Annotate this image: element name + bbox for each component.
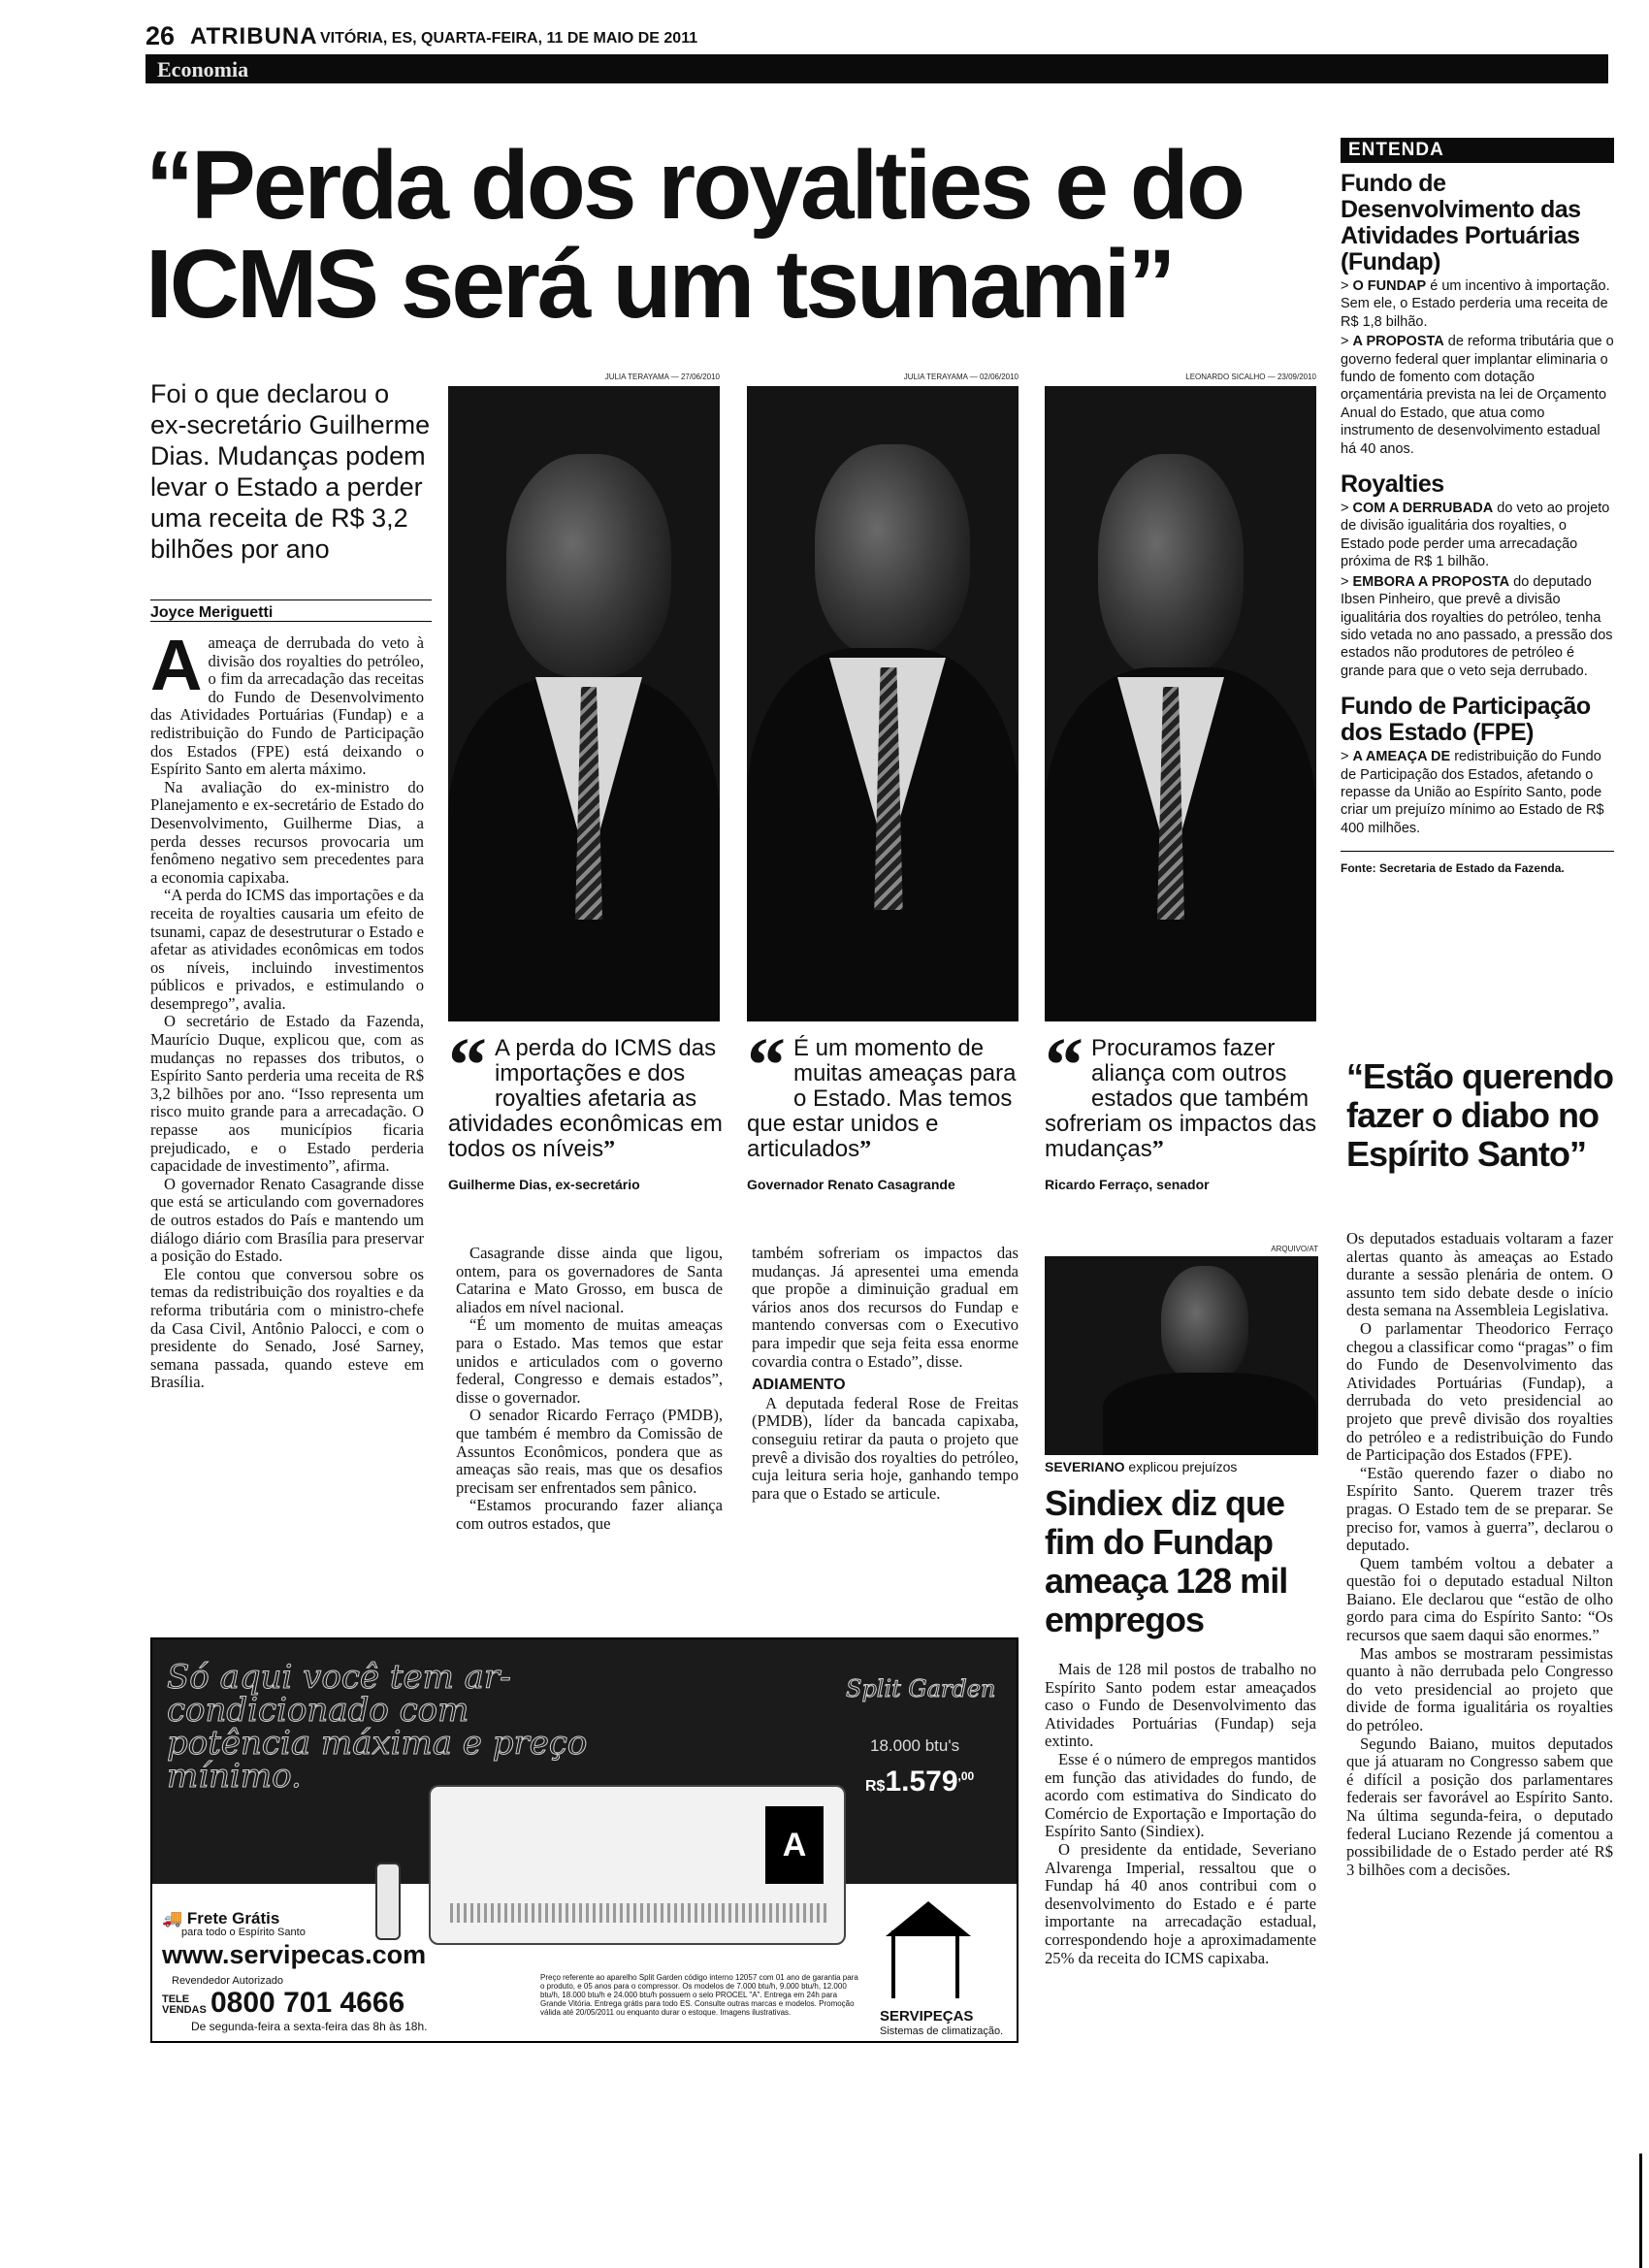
- bullet-icon: >: [1341, 573, 1353, 590]
- ad-price: $R\$1.579^{,00}$: [865, 1766, 975, 1798]
- paragraph: O senador Ricardo Ferraço (PMDB), que também é membro da Comissão de Assuntos Econômicos, pondera que as ameaças são reais, mas que os desafios precisam ser enfrentados sem pânico.: [456, 1406, 723, 1497]
- ad-brand: SERVIPEÇAS: [880, 2008, 974, 2025]
- open-quote-icon: “: [448, 1023, 487, 1109]
- ad-brand-sub: Sistemas de climatização.: [880, 2025, 1004, 2037]
- ad-url-link[interactable]: www.servipecas.com: [162, 1940, 427, 1969]
- paragraph: O presidente da entidade, Severiano Alvarenga Imperial, ressaltou que o Fundap há 40 anos contribui com o desenvolvimento do Estado e é parte importante na arrecadação estadual, correspondendo hoje a aproximadamente 25% da receita do ICMS capixaba.: [1045, 1839, 1316, 1967]
- photo-credit: LEONARDO SICALHO — 23/09/2010: [1185, 373, 1316, 381]
- sidebar-label: ENTENDA: [1341, 138, 1614, 163]
- portrait-photo-ricardo-ferraco: [1045, 386, 1316, 1021]
- section-label: Economia: [157, 57, 249, 81]
- truck-icon: 🚚: [162, 1909, 187, 1928]
- photo-credit: ARQUIVO/AT: [1271, 1245, 1318, 1253]
- secondary-article-body: [1346, 1230, 1613, 1879]
- phone-icon-label: TELE VENDAS: [162, 1993, 207, 2016]
- quote-attribution: Governador Renato Casagrande: [747, 1177, 955, 1192]
- article-deck: Foi o que declarou o ex-secretário Guilherme Dias. Mudanças podem levar o Estado a perder uma receita de R$ 3,2 bilhões por ano: [150, 379, 431, 564]
- paragraph: A deputada federal Rose de Freitas (PMDB), líder da bancada capixaba, conseguiu retirar da pauta o projeto que prevê a divisão dos royalties do petróleo, cuja leitura seria hoje, ganhando tempo para que o Estado se articule.: [752, 1393, 1018, 1503]
- article-column-1: [150, 625, 424, 1392]
- ad-product-name: Split Garden: [846, 1675, 996, 1702]
- ad-tagline: Só aqui você tem ar-condicionado com potência máxima e preço mínimo.: [167, 1658, 588, 1796]
- advertisement-servipecas[interactable]: [150, 1637, 1018, 2043]
- article-column-2: [456, 1245, 723, 1534]
- pull-quote: [448, 1023, 725, 1197]
- house-logo-icon: [891, 1930, 959, 1998]
- page-edge-rule: [1639, 2154, 1642, 2268]
- paragraph: Casagrande disse ainda que ligou, ontem, para os governadores de Santa Catarina e Mato Grosso, em busca de aliados em nível nacional.: [456, 1244, 723, 1316]
- paragraph: Ele contou que conversou sobre os temas da redistribuição dos royalties e da reforma tributária com o ministro-chefe da Casa Civil, Antônio Palocci, e com o presidente do Senado, José Sarney, semana passada, quando esteve em Brasília.: [150, 1264, 424, 1392]
- byline: Joyce Meriguetti: [150, 599, 432, 622]
- paragraph: “Estamos procurando fazer aliança com outros estados, que: [456, 1496, 723, 1533]
- sidebar-section: [1341, 471, 1614, 680]
- sidebar-title: Royalties: [1341, 470, 1444, 499]
- ad-fine-print: Preço referente ao aparelho Split Garden código interno 12057 com 01 ano de garantia para o produto, e 05 anos para o compressor. Os modelos de 7.000 btu/h, 9.000 btu/h, 12.000 btu/h, 18.000 btu/h e 24.000 btu/h possuem o selo PROCEL "A". Entrega em 24h para Grande Vitória. Entrega grátis para todo ES. Consulte outras marcas e modelos. Promoção válida até 20/05/2011 ou enquanto durar o estoque. Imagens ilustrativas.: [540, 1973, 858, 2017]
- remote-control-icon: [375, 1863, 401, 1940]
- main-headline: “Perda dos royalties e do ICMS será um tsunami”: [146, 131, 1243, 339]
- portrait-photo-renato-casagrande: [747, 386, 1018, 1021]
- page-number: 26: [146, 21, 176, 50]
- quote-text: Procuramos fazer aliança com outros estados que também sofreriam os impactos das mudanças: [1045, 1035, 1317, 1162]
- sidebar-item: > EMBORA A PROPOSTA do deputado Ibsen Pinheiro, que prevê a divisão igualitária dos royalties do petróleo, tenha sido vetada no ano passado, a pressão dos estados não produtores de petróleo é grande para que o veto seja derrubado.: [1341, 573, 1613, 679]
- ad-phone-number[interactable]: 0800 701 4666: [210, 1987, 405, 2019]
- paragraph: Segundo Baiano, muitos deputados que já atuaram no Congresso sabem que é difícil a posição dos parlamentares federais ser favorável ao Espírito Santo. Na última segunda-feira, o deputado federal Luciano Rezende já comentou a possibilidade de o Estado perder até R$ 3 bilhões com a decisões.: [1346, 1733, 1613, 1879]
- air-conditioner-image: [429, 1785, 846, 1945]
- section-bar: [146, 54, 1608, 83]
- close-quote-icon: ”: [859, 1137, 872, 1162]
- pull-quote: [747, 1023, 1023, 1197]
- sidebar-item: > A AMEAÇA DE redistribuição do Fundo de Participação dos Estados, afetando o repasse da União ao Espírito Santo, pode criar um prejuízo mínimo ao Estado de R$ 400 milhões.: [1341, 749, 1604, 836]
- bullet-icon: >: [1341, 278, 1353, 294]
- dateline: VITÓRIA, ES, QUARTA-FEIRA, 11 DE MAIO DE 2011: [320, 30, 698, 47]
- quote-text: A perda do ICMS das importações e dos royalties afetaria as atividades econômicas em todos os níveis: [448, 1035, 723, 1162]
- sidebar-source: Fonte: Secretaria de Estado da Fazenda.: [1341, 851, 1614, 875]
- sidebar-title: Fundo de Desenvolvimento das Atividades Portuárias (Fundap): [1341, 170, 1581, 275]
- bullet-icon: >: [1341, 749, 1353, 765]
- energy-label: A: [765, 1806, 824, 1884]
- article-column-3: [752, 1245, 1018, 1503]
- ad-btu: 18.000 btu's: [870, 1736, 960, 1755]
- open-quote-icon: “: [747, 1023, 786, 1109]
- sindiex-headline: Sindiex diz que fim do Fundap ameaça 128 mil empregos: [1045, 1483, 1288, 1639]
- paragraph: também sofreriam os impactos das mudanças. Já apresentei uma emenda que propõe a diminuição gradual em vários anos dos recursos do Fundap e mantendo conversas com o Executivo para impedir que seja feita essa enorme covardia contra o Estado”, disse.: [752, 1244, 1018, 1371]
- ad-shipping-sub: para todo o Espírito Santo: [181, 1927, 306, 1938]
- paragraph: Mais de 128 mil postos de trabalho no Espírito Santo podem estar ameaçados caso o Fundo de Desenvolvimento das Atividades Portuárias (Fundap) seja extinto.: [1045, 1660, 1316, 1751]
- pull-quote: [1045, 1023, 1321, 1197]
- open-quote-icon: “: [1045, 1023, 1083, 1109]
- paragraph: “É um momento de muitas ameaças para o Estado. Mas temos que estar unidos e articulados com o governo federal, Congresso e demais estados”, disse o governador.: [456, 1315, 723, 1407]
- quote-attribution: Ricardo Ferraço, senador: [1045, 1177, 1210, 1192]
- sidebar-section: [1341, 694, 1614, 837]
- sidebar-item: > COM A DERRUBADA do veto ao projeto de divisão igualitária dos royalties, o Estado pode perder uma arrecadação próxima de R$ 1 bilhão.: [1341, 501, 1610, 570]
- bullet-icon: >: [1341, 334, 1353, 350]
- paragraph: Mas ambos se mostraram pessimistas quanto à não derrubada pelo Congresso do veto presidencial ao projeto que divide de forma igualitária os royalties do petróleo.: [1346, 1643, 1613, 1735]
- paragraph: O governador Renato Casagrande disse que está se articulando com governadores de outros estados do País e mantendo um diálogo diário com Brasília para preservar a posição do Estado.: [150, 1174, 424, 1266]
- paragraph: Esse é o número de empregos mantidos em função das atividades do fundo, de acordo com estimativa do Sindicato do Comércio de Exportação e Importação do Espírito Santo (Sindiex).: [1045, 1749, 1316, 1841]
- sidebar-title: Fundo de Participação dos Estado (FPE): [1341, 693, 1591, 747]
- sidebar-section: [1341, 171, 1614, 458]
- photo-caption: SEVERIANO explicou prejuízos: [1045, 1459, 1238, 1474]
- photo-credit: JULIA TERAYAMA — 27/06/2010: [604, 373, 720, 381]
- ad-dealer: Revendedor Autorizado: [172, 1975, 283, 1987]
- paragraph: O secretário de Estado da Fazenda, Maurício Duque, explicou que, com as mudanças no repasses dos tributos, o Espírito Santo perderia uma receita de R$ 3,2 bilhões por ano. “Isso representa um risco muito grande para a arrecadação. O repasse aos municípios ficaria prejudicado, e o Estado perderia capacidade de investimento”, afirma.: [150, 1012, 424, 1176]
- photo-severiano: [1045, 1256, 1318, 1455]
- secondary-headline: “Estão querendo fazer o diabo no Espírito Santo”: [1346, 1056, 1614, 1174]
- newspaper-name: ATRIBUNA: [190, 23, 318, 49]
- paragraph: Na avaliação do ex-ministro do Planejamento e ex-secretário de Estado do Desenvolvimento, Guilherme Dias, a perda desses recursos provocaria um fenômeno negativo sem precedentes para a economia capixaba.: [150, 777, 424, 887]
- quote-text: É um momento de muitas ameaças para o Estado. Mas temos que estar unidos e articulados: [747, 1035, 1017, 1162]
- vent-grille: [450, 1903, 828, 1923]
- paragraph: O parlamentar Theodorico Ferraço chegou a classificar como “pragas” o fim do Fundo de Desenvolvimento das Atividades Portuárias (Fundap), a derrubada do veto presidencial ao projeto que prevê divisão dos royalties do petróleo e a redistribuição do Fundo de Participação dos Estados (FPE).: [1346, 1318, 1613, 1465]
- paragraph: “A perda do ICMS das importações e da receita de royalties causaria um efeito de tsunami, capaz de desestruturar o Estado e afetar as atividades econômicas em todos os níveis, incluindo investimentos públicos e privados, e estimulando o desemprego”, avalia.: [150, 886, 424, 1013]
- quote-attribution: Guilherme Dias, ex-secretário: [448, 1177, 640, 1192]
- close-quote-icon: ”: [603, 1137, 616, 1162]
- portrait-photo-guilherme-dias: [448, 386, 720, 1021]
- paragraph: A ameaça de derrubada do veto à divisão dos royalties do petróleo, o fim da arrecadação das receitas do Fundo de Desenvolvimento das Atividades Portuárias (Fundap) e a redistribuição do Fundo de Participação dos Estados (FPE) está deixando o Espírito Santo em alerta máximo.: [150, 625, 424, 779]
- photo-credit: JULIA TERAYAMA — 02/06/2010: [903, 373, 1018, 381]
- sindiex-article-body: [1045, 1661, 1316, 1967]
- ad-hours: De segunda-feira a sexta-feira das 8h às 18h.: [191, 2020, 428, 2033]
- sidebar-item: > A PROPOSTA de reforma tributária que o governo federal quer implantar eliminaria o fundo de fomento com dotação orçamentária prevista na lei de Orçamento Anual do Estado, que atua como instrumento de desenvolvimento estadual há 40 anos.: [1341, 334, 1614, 457]
- close-quote-icon: ”: [1151, 1137, 1164, 1162]
- paragraph: “Estão querendo fazer o diabo no Espírito Santo. Querem trazer três pragas. O Estado tem de se preparar. Se preciso for, vamos à guerra”, declarou o deputado.: [1346, 1463, 1613, 1555]
- paragraph: Os deputados estaduais voltaram a fazer alertas quanto às ameaças ao Estado durante a sessão plenária de ontem. O assunto tem sido debate desde o início desta semana na Assembleia Legislativa.: [1346, 1229, 1613, 1320]
- paragraph: Quem também voltou a debater a questão foi o deputado estadual Nilton Baiano. Ele declarou que “estão de olho gordo para cima do Espírito Santo: “Os recursos que saem daqui são enormes.”: [1346, 1553, 1613, 1645]
- bullet-icon: >: [1341, 501, 1353, 517]
- dropcap: A: [150, 625, 203, 705]
- sidebar-item: > O FUNDAP é um incentivo à importação. Sem ele, o Estado perderia uma receita de R$ 1,8 bilhão.: [1341, 278, 1610, 330]
- subhead: ADIAMENTO: [752, 1377, 846, 1394]
- explainer-sidebar: [1341, 138, 1614, 875]
- ad-shipping: 🚚 Frete Grátis: [162, 1909, 280, 1928]
- byline-rule: [150, 621, 432, 622]
- page-header: [146, 14, 1610, 52]
